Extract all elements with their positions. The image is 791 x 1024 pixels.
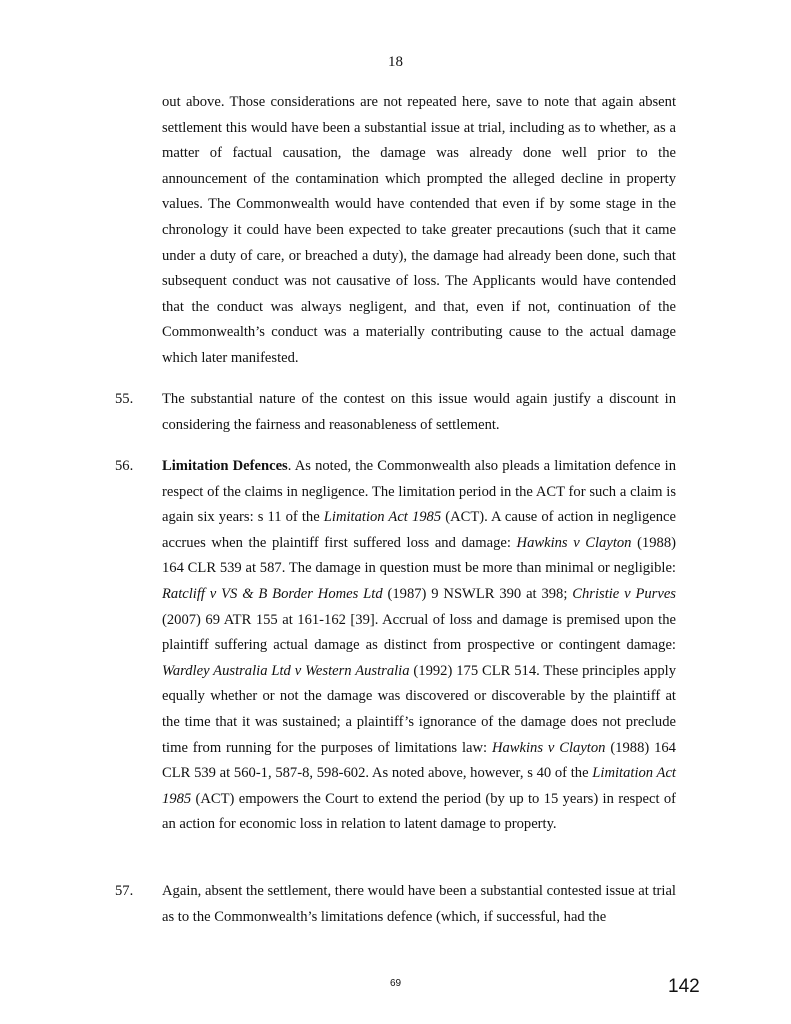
statute-citation: Limitation Act 1985 <box>162 765 676 807</box>
paragraph-text: Again, absent the settlement, there would have been a substantial contested issue at trial as to the Commonwealth’s limitations defence (which, if successful, had the <box>162 883 676 925</box>
text-run: (ACT). A cause of action in negligence accrues when the plaintiff first suffered loss and damage: <box>162 509 676 551</box>
paragraph-continuation: out above. Those considerations are not repeated here, save to note that again absent settlement this would have been a substantial issue at trial, including as to whether, as a matter of factual causation, the damage was already done well prior to the announcement of the contamination which prompted the alleged decline in property values. The Commonwealth would have contended that even if by some stage in the chronology it could have been expected to take greater precautions (such that it came under a duty of care, or breached a duty), the damage had already been done, such that subsequent conduct was not causative of loss. The Applicants would have contended that the conduct was always negligent, and that, even if not, continuation of the Commonwealth’s conduct was a materially contributing cause to the actual damage which later manifested. <box>162 94 676 366</box>
page-number: 18 <box>388 54 403 70</box>
case-citation: Hawkins v Clayton <box>516 534 632 551</box>
statute-citation: Limitation Act 1985 <box>323 509 442 526</box>
case-citation: Hawkins v Clayton <box>491 739 606 756</box>
text-run: (1992) 175 CLR 514. These principles apply equally whether or not the damage was discovered or discoverable by the plaintiff at the time that it was sustained; a plaintiff’s ignorance of the damage does not preclude time from running for the purposes of limitations law: <box>162 662 677 756</box>
section-heading: Limitation Defences <box>162 458 288 474</box>
footer-bundle-page-number: 142 <box>668 976 700 997</box>
text-run: (2007) 69 ATR 155 at 161-162 [39]. Accrual of loss and damage is premised upon the plaintiff suffering actual damage as distinct from prospective or contingent damage: <box>162 611 676 654</box>
text-run: (ACT) empowers the Court to extend the period (by up to 15 years) in respect of an action for economic loss in relation to latent damage to property. <box>162 790 676 833</box>
case-citation: Christie v Purves <box>572 585 676 602</box>
paragraph-number: 57. <box>115 883 134 899</box>
text-run: (1987) 9 NSWLR 390 at 398; <box>382 585 573 602</box>
paragraph-text <box>162 454 676 838</box>
text-run: (1988) 164 CLR 539 at 560-1, 587-8, 598-602. As noted above, however, s 40 of the <box>162 739 676 782</box>
case-citation: Wardley Australia Ltd v Western Australia <box>162 662 410 679</box>
text-run: (1988) 164 CLR 539 at 587. The damage in question must be more than minimal or negligible: <box>162 534 676 577</box>
footer-document-number: 69 <box>389 978 402 989</box>
case-citation: Ratcliff v VS & B Border Homes Ltd <box>162 585 383 602</box>
text-run: . As noted, the Commonwealth also pleads a limitation defence in respect of the claims in negligence. The limitation period in the ACT for such a claim is again six years: s 11 of the <box>162 458 676 526</box>
paragraph-text: The substantial nature of the contest on this issue would again justify a discount in considering the fairness and reasonableness of settlement. <box>162 391 676 433</box>
paragraph-number: 56. <box>115 458 134 474</box>
paragraph-number: 55. <box>115 391 134 407</box>
